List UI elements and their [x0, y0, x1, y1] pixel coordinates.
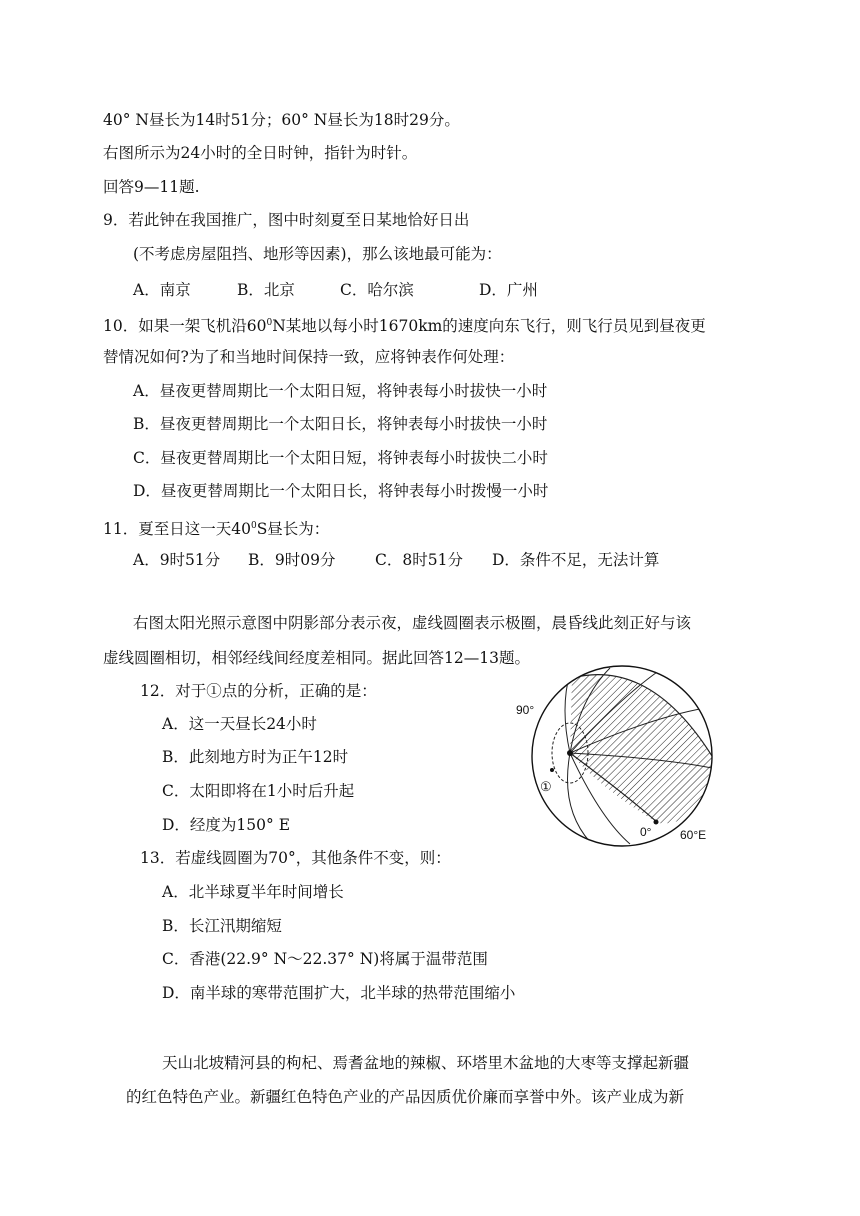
- label-60e: 60°E: [680, 828, 707, 842]
- sunlight-diagram: [500, 658, 730, 848]
- q11-stem: [103, 516, 329, 539]
- label-0: 0°: [640, 825, 652, 839]
- q9-stem-2: (不考虑房屋阻挡、地形等因素)，那么该地最可能为：: [133, 245, 502, 263]
- q11-degree-sup: 0: [250, 521, 257, 531]
- passage2-line-1: 右图太阳光照示意图中阴影部分表示夜，虚线圆圈表示极圈，晨昏线此刻正好与该: [133, 614, 692, 632]
- q13-option-d: D．南半球的寒带范围扩大，北半球的热带范围缩小: [162, 984, 516, 1002]
- q11-option-c: C．8时51分: [375, 551, 463, 569]
- intro-line-1: 40° N昼长为14时51分；60° N昼长为18时29分。: [103, 111, 460, 129]
- pole-dot: [567, 750, 573, 756]
- point-1-dot: [550, 768, 554, 772]
- q13-stem: 13．若虚线圆圈为70°，其他条件不变，则：: [140, 849, 451, 867]
- passage2-line-2: 虚线圆圈相切，相邻经线间经度差相同。据此回答12—13题。: [103, 649, 530, 667]
- intro-line-3: 回答9—11题.: [103, 178, 200, 196]
- passage3-line-2: 的红色特色产业。新疆红色特色产业的产品因质优价廉而享誉中外。该产业成为新: [126, 1088, 685, 1106]
- q11-stem-post: S昼长为：: [256, 520, 330, 538]
- q11-option-d: D．条件不足，无法计算: [492, 551, 660, 569]
- q10-stem-1-post: N某地以每小时1670km的速度向东飞行，则飞行员见到昼夜更: [272, 317, 706, 335]
- q12-option-b: B．此刻地方时为正午12时: [162, 748, 349, 766]
- q10-option-d: D．昼夜更替周期比一个太阳日长，将钟表每小时拨慢一小时: [133, 482, 549, 500]
- q11-option-a: A．9时51分: [133, 551, 221, 569]
- q10-degree-sup: 0: [266, 318, 273, 328]
- q9-option-d: D．广州: [479, 281, 538, 299]
- q10-stem-1: [103, 313, 706, 336]
- q13-option-c: C．香港(22.9° N～22.37° N)将属于温带范围: [162, 950, 488, 968]
- q12-stem: 12．对于①点的分析，正确的是：: [140, 682, 377, 700]
- label-point-1: ①: [540, 779, 552, 794]
- q10-stem-1-pre: 10．如果一架飞机沿60: [103, 317, 267, 335]
- intro-line-2: 右图所示为24小时的全日时钟，指针为时针。: [103, 144, 418, 162]
- q10-option-a: A．昼夜更替周期比一个太阳日短，将钟表每小时拔快一小时: [133, 382, 548, 400]
- q11-option-b: B．9时09分: [248, 551, 336, 569]
- q10-option-b: B．昼夜更替周期比一个太阳日长，将钟表每小时拔快一小时: [133, 415, 548, 433]
- q9-option-a: A．南京: [133, 281, 191, 299]
- q9-option-b: B．北京: [237, 281, 295, 299]
- q9-option-c: C．哈尔滨: [340, 281, 414, 299]
- q12-option-d: D．经度为150° E: [162, 816, 291, 834]
- q13-option-b: B．长江汛期缩短: [162, 917, 282, 935]
- passage3-line-1: 天山北坡精河县的枸杞、焉耆盆地的辣椒、环塔里木盆地的大枣等支撑起新疆: [162, 1054, 690, 1072]
- q12-option-c: C．太阳即将在1小时后升起: [162, 782, 355, 800]
- q12-option-a: A．这一天昼长24小时: [162, 715, 317, 733]
- q11-stem-pre: 11．夏至日这一天40: [103, 520, 251, 538]
- q13-option-a: A．北半球夏半年时间增长: [162, 883, 344, 901]
- q10-stem-2: 替情况如何?为了和当地时间保持一致，应将钟表作何处理：: [103, 348, 515, 366]
- q10-option-c: C．昼夜更替周期比一个太阳日短，将钟表每小时拔快二小时: [133, 449, 548, 467]
- point-0-dot: [654, 820, 659, 825]
- label-90: 90°: [516, 703, 535, 717]
- q9-stem-1: 9．若此钟在我国推广，图中时刻夏至日某地恰好日出: [103, 211, 470, 229]
